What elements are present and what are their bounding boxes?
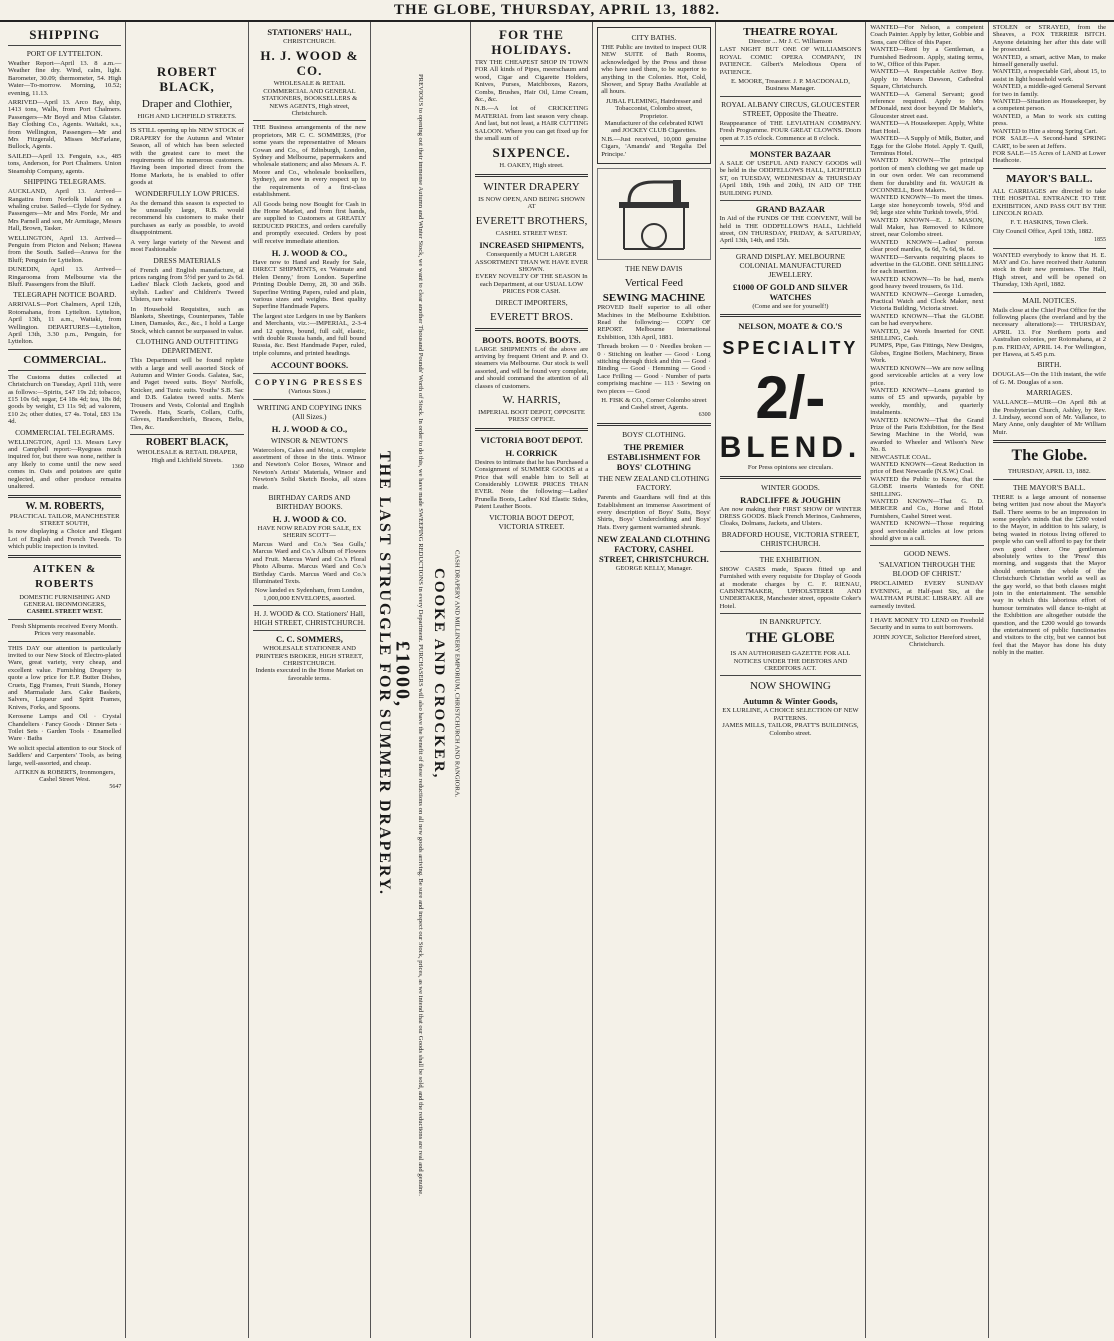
monster-text: A SALE OF USEFUL AND FANCY GOODS will be held in the ODDFELLOWS HALL, LICHFIELD ST, on TUESDAY, WEDNESDAY & THURSDAY (April 18th, 19th and 20th), IN AID OF THE BUILDING FUND.: [719, 160, 862, 197]
wood-name-2: H. J. WOOD & CO.,: [271, 247, 348, 258]
theatre-sub: Director ... Mr J. C. Williamson: [748, 38, 833, 45]
winter-drapery: WINTER DRAPERY: [483, 180, 580, 193]
circus-text: Reappearance of THE LEVIATHAN COMPANY. Fresh Programme. FOUR GREAT CLOWNS. Doors open at 7.15 o'clock. Commence at 8 o'clock.: [719, 119, 862, 142]
wanted-advert: WANTED KNOWN—Ladies' porous clear proof mantles, 6s 6d, 7s 6d, 9s 6d.: [870, 238, 984, 254]
boots-text: LARGE SHIPMENTS of the above are arriving by frequent Orient and P. and O. steamers via Melbourne. Our stock is well assorted, and will be found very complete, and should command the attention of all classes of customers.: [474, 345, 589, 390]
roberts-title: W. M. ROBERTS,: [25, 500, 104, 512]
good-news: GOOD NEWS.: [903, 549, 951, 559]
wood-sub: WHOLESALE & RETAIL COMMERCIAL AND GENERAL STATIONERS, BOOKSELLERS & NEWS AGENTS, High street, Christchurch.: [261, 80, 358, 118]
commercial-telegrams-text: WELLINGTON, April 13. Messrs Levy and Campbell report:—Ryegrass much inquired for, but there was none, neither is any likely to come until the new seed comes in. Oats and potatoes are quite neglected, and other produce remains unaltered.: [8, 438, 122, 491]
sommers-foot: Indents executed in the Home Market on favorable terms.: [255, 667, 364, 682]
vertical-title: THE LAST STRUGGLE FOR SUMMER DRAPERY.: [375, 451, 393, 897]
shipping-title: SHIPPING: [29, 27, 101, 42]
holidays-text-2: N.B.—A lot of CRICKETING MATERIAL from last season very cheap. And last, but not least, a HAIR CUTTING SALOON. Where you can get fixed up for the small sum of: [474, 105, 589, 143]
black-dress: DRESS MATERIALS: [153, 255, 221, 265]
theatre-managers: E. MOORE, Treasurer. J. P. MACDONALD, Business Manager.: [730, 78, 850, 93]
globe-gazette: THE GLOBE: [746, 630, 835, 647]
lurline: EX LURLINE, A CHOICE SELECTION OF NEW PATTERNS.: [722, 707, 859, 722]
sewing-big: SEWING MACHINE: [602, 292, 706, 305]
fisk: H. FISK & CO., Corner Colombo street and Cashel street, Agents.: [601, 396, 707, 412]
sewing-text: PROVED Itself superior to all other Machines in the Melbourne Exhibition. Read the following:— COPY OF REPORT. Melbourne International Exhibition, 13th April, 1881.: [597, 304, 711, 341]
black-subtitle: Draper and Clothier,: [141, 98, 233, 110]
classified-advert: WANTED, a Man to work six cutting press.: [992, 112, 1106, 128]
monster-bazaar: MONSTER BAZAAR: [749, 149, 831, 160]
aitken-street: CASHEL STREET WEST.: [26, 608, 103, 616]
sewing-machine-illustration: [597, 168, 710, 260]
black-text-2: As the demand this season is expected to be unusually large, R.B. would recommend his customers to make their purchases as early as possible, to avoid disappointment.: [130, 199, 244, 237]
column-robert-black: [126, 22, 248, 1338]
port-title: PORT OF LYTTELTON.: [26, 49, 103, 58]
birth-title: BIRTH.: [1037, 360, 1062, 370]
bradford: BRADFORD HOUSE, VICTORIA STREET, CHRISTCHURCH.: [721, 529, 860, 548]
wood-account-books: ACCOUNT BOOKS.: [270, 360, 349, 371]
aitken-title: AITKEN & ROBERTS: [33, 562, 97, 590]
classified-advert: WANTED, a smart, active Man, to make himself generally useful.: [992, 53, 1106, 69]
aitken-footer: We solicit special attention to our Stock of Saddlers' and Carpenters' Tools, as being large, well-assorted, and cheap.: [8, 744, 122, 767]
arrived-list: ARRIVED—April 13. Arco Bay, ship, 1413 tons, Walls, from Port Chalmers. Passengers—Mr Boyd and Miss Glaister. Bay Clothing Co., Agents. Waitaki, s.s., from Wellington, Passengers—Mr and Mrs Fitzgerald, Misses McFarlane, Bullock, Agents.: [8, 99, 122, 151]
corrick-text: Desires to intimate that he has Purchased a Consignment of SUMMER GOODS at a Price that will enable him to Sell at Considerably LOWER PRICES THAN EVER. Note the following:—Ladies' Prunella Boots, Ladies' Kid Elastic Sides, Patent Leather Boots.: [474, 458, 589, 511]
wanted-advert: WANTED the Public to Know, that the GLOBE inserts Wanteds for ONE SHILLING.: [870, 475, 984, 498]
wanted-advert: WANTED KNOWN—That the GLOBE can be had everywhere.: [870, 312, 984, 328]
classified-advert: WANTED, a respectable Girl, about 15, to assist in light household work.: [992, 68, 1106, 83]
sixpence: SIXPENCE.: [492, 145, 571, 161]
mayors-ball-title: MAYOR'S BALL.: [1006, 172, 1093, 185]
sewing-title: THE NEW DAVIS: [625, 264, 683, 274]
roberts-subtitle: PRACTICAL TAILOR, MANCHESTER STREET SOUTH,: [9, 512, 120, 527]
black-wonder: WONDERFULLY LOW PRICES.: [135, 188, 240, 198]
black-clothing: CLOTHING AND OUTFITTING DEPARTMENT.: [135, 337, 239, 356]
sewing-machine-icon: [609, 174, 699, 254]
wood-easter: HAVE NOW READY FOR SALE, EX SHERIN SCOTT—: [257, 525, 362, 540]
wood-hall: STATIONERS' HALL,: [267, 27, 352, 37]
gold-sub: (Come and see for yourself!): [752, 302, 829, 310]
black-name: ROBERT BLACK,: [156, 64, 218, 94]
oakey: H. OAKEY, High street.: [499, 162, 564, 170]
classified-advert: WANTED to Hire a strong Spring Cart.: [992, 127, 1098, 135]
everett-brothers: EVERETT BROTHERS,: [475, 214, 588, 227]
premier: THE PREMIER ESTABLISHMENT FOR BOYS' CLOTHING: [607, 442, 701, 473]
marriage-title: MARRIAGES.: [1026, 388, 1073, 398]
wood-text-5: Watercolors, Cakes and Moist, a complete assortment of those in the tints. Winsor and Newton's Color Boxes, Winsor and Newton's Artists' Materials, Winsor and Newton's Solid Sketch Books, all sizes made.: [252, 446, 367, 491]
victoria-footer: VICTORIA BOOT DEPOT, VICTORIA STREET.: [489, 512, 574, 531]
wood-city: CHRISTCHURCH.: [283, 38, 336, 45]
blend: BLEND.: [719, 431, 862, 465]
wood-name-5: H. J. WOOD & CO. Stationers' Hall, HIGH STREET, CHRISTCHURCH.: [253, 609, 365, 628]
masthead: THE GLOBE, THURSDAY, APRIL 13, 1882.: [0, 0, 1114, 22]
joyce: JOHN JOYCE, Solicitor Hereford street, Christchurch.: [872, 633, 981, 649]
vertical-advert: [375, 24, 466, 1324]
black-foot-sub: WHOLESALE & RETAIL DRAPER, High and Lichfield Streets.: [136, 449, 238, 464]
city-baths-title: CITY BATHS.: [631, 33, 677, 42]
nzcf-footer: NEW ZEALAND CLOTHING FACTORY, CASHEL STREET, CHRISTCHURCH.: [597, 534, 711, 565]
wanted-advert: WANTED KNOWN—Those requiring good serviceable articles at low prices should give us a call.: [870, 520, 984, 543]
black-text-6: This Department will be found replete with a large and well assorted Stock of Autumn and Winter Goods. Galatea, Sac, and Paget tweed suits. Boys' Norfolk, Knicker, and Tunic suits. Youths' S.B. Sac and D.B. Galatea tweed suits. Men's Trousers and Vests, Colonial and English Tweeds. Hats, Scarfs, Collars, Cuffs, Gloves, Handkerchiefs, Braces, Belts, Ties, &c.: [130, 357, 244, 431]
salvation-text: PROCLAIMED EVERY SUNDAY EVENING, at Half-past Six, at the WALTHAM PUBLIC LIBRARY. All are earnestly invited.: [870, 580, 984, 610]
wood-winsor: WINSOR & NEWTON'S: [270, 435, 348, 445]
council-number: 1855: [1094, 237, 1106, 244]
gold-watches: £1000 OF GOLD AND SILVER WATCHES: [732, 281, 848, 302]
mills: JAMES MILLS, TAILOR, PRATT'S BUILDINGS, Colombo street.: [722, 722, 859, 737]
winter-sub: IS NOW OPEN, AND BEING SHOWN AT: [478, 195, 585, 211]
globe-gazette-sub: IS AN AUTHORISED GAZETTE FOR ALL NOTICES UNDER THE DEBTORS AND CREDITORS ACT.: [730, 650, 851, 672]
wood-name-4: H. J. WOOD & CO.: [272, 514, 347, 525]
harris-sub: IMPERIAL BOOT DEPOT, OPPOSITE 'PRESS' OFFICE.: [478, 408, 585, 424]
wood-envelopes: Now landed ex Sydenham, from London, 1,000,000 ENVELOPES, assorted.: [254, 587, 365, 602]
aitken-subtitle: DOMESTIC FURNISHING AND GENERAL IRONMONGERS,: [19, 593, 111, 608]
wood-writing: WRITING AND COPYING INKS (All Sizes.): [257, 402, 362, 421]
notice-board-title: TELEGRAPH NOTICE BOARD.: [13, 290, 117, 300]
column-wood: [249, 22, 371, 1338]
black-foot-name: ROBERT BLACK,: [145, 437, 229, 449]
exhibition-text: SHOW CASES made, Spaces fitted up and Furnished with every requisite for Display of Goods at moderate charges by C. F. RIENAU, CABINETMAKER, UPHOLSTERER AND UNDERTAKER, Manchester street, opposite Coker's Hotel.: [719, 565, 862, 610]
wanted-advert: WANTED KNOWN—Loans granted to sums of £5 and upwards, payable by weekly, monthly, and quarterly instalments.: [870, 386, 984, 417]
increased-sub: Consequently a MUCH LARGER ASSORTMENT THAN WE HAVE EVER SHOWN.: [474, 251, 589, 273]
classified-advert: FOR SALE—15 Acres of LAND at Lower Heathcote.: [992, 149, 1106, 165]
everett-street: CASHEL STREET WEST.: [495, 229, 568, 237]
aitken-text: THIS DAY our attention is particularly invited to our New Stock of Electro-plated Ware, great variety, very cheap, and excellent value. Furnishing Drapery to quote a low price for E.P. Butter Dishes, Cruets, Egg Frames, Fruit Stands, Honey and Marmalade Jars. Cake Baskets, Salvers, Liqueur and Spirit Frames, Knives, Forks, and Spoons.: [8, 644, 122, 711]
telegrams-wellington: WELLINGTON, April 13. Arrived—Penguin from Picton and Nelson; Hawea from the South. Sailed—Arawa for the Bluff; Penguin for Lyttelton.: [8, 234, 122, 264]
wanted-advert: WANTED—For Nelson, a competent Coach Painter. Apply by letter, Gobbie and Sons, care Office of this Paper.: [870, 24, 984, 46]
wanted-advert: WANTED KNOWN—We are now selling good serviceable articles at a very low price.: [870, 364, 984, 387]
commercial-telegrams-title: COMMERCIAL TELEGRAMS.: [15, 427, 115, 437]
telegrams-dunedin: DUNEDIN, April 13. Arrived—Ringarooma from Melbourne via the Bluff. Passengers from the Bluff.: [8, 266, 122, 288]
radcliffe: RADCLIFFE & JOUGHIN: [740, 494, 841, 505]
wood-name-3: H. J. WOOD & CO.,: [271, 423, 348, 434]
wood-text-4: The largest size Ledgers in use by Bankers and Merchants, viz.:—IMPERIAL, 2-3-4 and 12 quires, bound, full calf, elastic, with double Russia bands, and full bound Russia, &c. Best Handmade Paper, ruled, triple columns, and printed headings.: [252, 312, 367, 357]
black-text-4: of French and English manufacture, at prices ranging from 5½d per yard to 2s 6d. Ladies' Black Cloth Jackets, good and stylish. Ladies' and Children's Tweed Ulsters, rare value.: [130, 266, 244, 304]
mail-text: Mails close at the Chief Post Office for the following places (the overland and by the necessary alterations):— THURSDAY, APRIL 13. For Northern ports and Australian colonies, per Rotomahana, at 2 p.m. FRIDAY, APRIL 14. For Wellington, per Hawea, at 5.45 p.m.: [992, 306, 1106, 359]
column-cooke-crocker: [371, 22, 471, 1338]
classified-advert: WANTED, a middle-aged General Servant for two in family.: [992, 83, 1106, 98]
wood-birthday: BIRTHDAY CARDS AND BIRTHDAY BOOKS.: [268, 493, 351, 512]
fleming-sub: Manufacturer of the celebrated KIWI and JOCKEY CLUB Cigarettes.: [604, 120, 704, 135]
vertical-firm: COOKE AND CROCKER,: [431, 568, 448, 780]
commercial-title: COMMERCIAL.: [23, 353, 107, 366]
circus-title: ROYAL ALBANY CIRCUS, GLOUCESTER STREET, Opposite the Theatre.: [721, 99, 860, 118]
wood-copying-sub: (Various Sizes.): [288, 388, 331, 396]
novelty: EVERY NOVELTY OF THE SEASON In each Department, at our USUAL LOW PRICES FOR CASH.: [475, 273, 588, 296]
speciality: SPECIALITY: [722, 338, 859, 359]
mayors-ball-text: ALL CARRIAGES are directed to take THE HOSPITAL ENTRANCE TO THE EXHIBITION, AND PASS OUT BY THE LINCOLN ROAD.: [992, 187, 1106, 217]
radcliffe-text: Are now making their FIRST SHOW OF WINTER DRESS GOODS. Black French Merinos, Cashmeres, Cloaks, Dolmans, Jackets, and Ulsters.: [719, 505, 862, 528]
grand-text: In Aid of the FUNDS OF THE CONVENT, Will be held in THE ODDFELLOW'S HALL, Lichfield street, ON THURSDAY, FRIDAY, & SATURDAY, April 13th, 14th, and 15th.: [719, 215, 862, 245]
wanted-advert: WANTED—A General Servant; good reference required. Apply to Mrs M'Donald, next door beyond Dr Mahler's, Gloucester street east.: [870, 90, 984, 120]
black-text-5: In Household Requisites, such as Blankets, Sheetings, Counterpanes, Table Linen, Damasks, &c., &c., I hold a Large Stock, which cannot be surpassed in value.: [130, 305, 244, 335]
mail-title: MAIL NOTICES.: [1022, 295, 1077, 305]
telegrams-title: SHIPPING TELEGRAMS.: [23, 177, 106, 187]
fleming-nb: N.B.—Just received, 10,000 genuine Cigars, 'Amanda' and 'Regalia Del Principe.': [601, 135, 707, 158]
wood-text-6: Marcus Ward and Co.'s 'Sea Gulls,' Marcus Ward and Co.'s Album of Flowers and Fruit. Marcus Ward and Co.'s Floral Photo Albums. Marcus Ward and Co.'s Birthday Cards. Marcus Ward and Co.'s Illuminated Texts.: [252, 540, 367, 585]
notice-board-text: ARRIVALS—Port Chalmers, April 12th, Rotomahana, from Lyttelton. Lyttelton, April 13th, 11 a.m., Waitaki, from Wellington. DEPARTURES—Lyttelton, April 13th, 3.30 p.m., Penguin, for Lyttelton.: [8, 301, 122, 346]
fleming: JUBAL FLEMING, Hairdresser and Tobacconist, Colombo street, Proprietor.: [605, 97, 702, 120]
blend-sub: For Press opinions see circulars.: [747, 464, 833, 472]
city-baths-box: [597, 27, 710, 164]
telegrams-auckland: AUCKLAND, April 13. Arrived—Rangatira from Norfolk Island on a whaling cruise. Sailed—Clyde for Sydney. Passengers—Mr and Mrs Forde, Mr and Mrs Parnell and son, Mr Armitage, Messrs Hall, Brown, Tasker.: [8, 188, 122, 233]
wood-name: H. J. WOOD & CO.: [260, 48, 359, 79]
classified-advert: FOR SALE—A Second-hand SPRING CART, to be seen at Jeffers.: [992, 135, 1106, 150]
grand-display: GRAND DISPLAY. MELBOURNE COLONIAL MANUFACTURED JEWELLERY.: [735, 251, 845, 279]
council-office: City Council Office, April 13th, 1882.: [992, 227, 1094, 235]
nzcf-text: Parents and Guardians will find at this Establishment an immense Assortment of every description of Boys' Suits, Boys' Shirts, Boys' Underclothing and Boys' Hats. Every garment warranted shrunk.: [597, 494, 711, 531]
nzcf-title: THE NEW ZEALAND CLOTHING FACTORY.: [598, 474, 710, 493]
grand-bazaar: GRAND BAZAAR: [755, 204, 825, 215]
corrick: H. CORRICK: [505, 447, 558, 458]
wanted-advert: PUMPS, Pipe, Gas Fittings, New Designs, Globes, Engine Boilers, Machinery, Brass Work.: [870, 342, 984, 365]
now-showing: NOW SHOWING: [750, 680, 831, 693]
wanted-advert: WANTED KNOWN—George Lumsden, Practical Watch and Clock Maker, next Victoria Building, Victoria street.: [870, 290, 984, 313]
wanted-advert: WANTED KNOWN—The principal portion of men's clothing we get made up in our own order. We can recommend them for durability and fit. WAUGH & O'CONNELL, Boot Makers.: [870, 157, 984, 194]
wanted-advert: WANTED KNOWN—Great Reduction in price of Best Newcastle (N.S.W.) Coal.: [870, 460, 984, 476]
vertical-text: PREVIOUS to opening out their immense Autumn and Winter Stock, we want to clear another Thousand Pounds' Worth of Stock. In order to do this, we have made SWEEPING REDUCTIONS in every Department. PURCHASERS will also have the benefit of these reductions on all new goods arriving. Be sure and inspect our Stock, prices, as we intend that our Goods shall be sold, and the reductions are real and genuine.: [417, 74, 425, 1196]
wood-text-3: Have now to Hand and Ready for Sale, DIRECT SHIPMENTS, ex 'Waimate and Helen Denny,' from London. Superfine Printing Double Demy, 28, 30 and 36lb. Superfine Writing Papers, ruled and plain, various sizes and weights. Best quality Superfine Handmade Papers.: [252, 258, 367, 311]
sewing-table: Threads broken — 0 · Needles broken — 0 · Stitching on leather — Good · Long stitching through thick and thin — Good · Binding — Good · Hemming — Good · Lace Frilling — Good · Number of parts comprising machine — 113 · Sewing on two pieces — Good: [597, 343, 711, 395]
wanted-advert: WANTED KNOWN—To meet the times. Large size honeycomb towels, 9½d and 9d; large size white Turkish towels, 9½d.: [870, 194, 984, 217]
wanted-advert: WANTED KNOWN—To be had, men's good heavy tweed trousers, 6s 11d.: [870, 275, 984, 291]
aitken-list: Kerosene Lamps and Oil · Crystal Chandeliers · Fancy Goods · Dinner Sets · Toilet Sets · Garden Tools · Enamelled Ware · Baths: [8, 713, 122, 743]
theatre-text: LAST NIGHT BUT ONE OF WILLIAMSON'S ROYAL COMIC OPERA COMPANY, IN PATIENCE. Gilbert's Melodious Opera of PATIENCE.: [719, 46, 862, 76]
column-shipping: [4, 22, 126, 1338]
haskins: F. T. HASKINS, Town Clerk.: [1010, 219, 1089, 227]
harris: W. HARRIS,: [502, 393, 561, 406]
winter-goods: WINTER GOODS.: [761, 482, 820, 492]
victoria-title: VICTORIA BOOT DEPOT.: [480, 434, 583, 445]
money-to-lend: I HAVE MONEY TO LEND on Freehold Security and in sums to suit borrowers.: [870, 617, 984, 632]
boots-title: BOOTS. BOOTS. BOOTS.: [482, 334, 581, 345]
column-wanteds: [866, 22, 988, 1338]
wanted-advert: WANTED, 24 Words Inserted for ONE SHILLING, Cash.: [870, 327, 984, 343]
editorial-text: THERE is a large amount of nonsense being written just now about the Mayor's Ball. There seems to be an impression in some people's minds that the £200 voted to the Mayor, in addition to his salary, is being wasted in riotous living offered to people who can well afford to pay for their own good cheer. One gentleman absolutely writes to the 'Press' this morning, and suggests that the Mayor should entertain the whole of the Christchurch Christian world as well as the gay world, so that both classes might join in the entertainment. The sensible way in which this laborious effort of humour terminates will dance to-night at the Exhibition are altogether outside the question, and the £200 would go towards the entertainment of public functionaries and visitors to the city, but we cannot but feel that the Mayor has done his duty nobly in the matter.: [992, 493, 1106, 657]
classified-advert: WANTED—Situation as Housekeeper, by a competent person.: [992, 98, 1106, 113]
wood-copying: COPYING PRESSES: [254, 377, 364, 388]
column-theatre: [716, 22, 867, 1338]
wanted-advert: WANTED—Servants requiring places to advertise in the GLOBE. ONE SHILLING for each insertion.: [870, 253, 984, 276]
holidays-text-1: TRY THE CHEAPEST SHOP IN TOWN FOR All kinds of Pipes, meerschaum and wood, Cigar and Cigarette Holders, Knives, Purses, Matchboxes, Razors, Combs, Brushes, Hair Oil, Lime Cream, &c., &c.: [474, 59, 589, 104]
wood-text-2: All Goods being now Bought for Cash in the Home Market, and from first hands, are supplied to Customers at GREATLY REDUCED PRICES, and orders carefully and promptly executed. Orders by post will receive immediate attention.: [252, 200, 367, 245]
black-text-1: IS STILL opening up his NEW STOCK of DRAPERY for the Autumn and Winter Season, all of which has been selected with the greatest care to meet the requirements of his numerous customers. Having been imported direct from the Home Markets, he is enabled to offer goods at: [130, 127, 244, 187]
wanted-advert: NEWCASTLE COAL.: [870, 453, 932, 461]
city-baths-text: THE Public are invited to inspect OUR NEW SUITE of Bath Rooms, acknowledged by the Press and those who have used them, to be superior to anything in the Colonies. Hot, Cold, Shower, and Spray Baths Available at all hours.: [601, 44, 707, 96]
aitken-number: 5647: [109, 783, 122, 790]
may-wanted: WANTED everybody to know that H. E. MAY and Co. have received their Autumn stock in their new premises. The Hall, High street, and will be opened on Thursday, 13th April, 1882.: [992, 251, 1106, 289]
fisk-number: 6300: [698, 411, 711, 418]
black-address: HIGH AND LICHFIELD STREETS.: [137, 113, 237, 120]
kelly: GEORGE KELLY, Manager.: [615, 565, 693, 573]
sailed-list: SAILED—April 13. Fenguin, s.s., 485 tons, Anderson, for Port Chalmers. Union Steamship Company, agents.: [8, 152, 122, 175]
exhibition-title: THE EXHIBITION.: [759, 554, 822, 564]
wanted-advert: WANTED—Rent by a Gentleman, a Furnished Bedroom. Apply, stating terms, to W., Office of this Paper.: [870, 46, 984, 69]
birth-text: DOUGLAS—On the 11th instant, the wife of G. M. Douglas of a son.: [992, 371, 1106, 386]
vertical-amount: £1000,: [391, 640, 414, 708]
direct-importers: DIRECT IMPORTERS,: [495, 297, 568, 307]
vertical-firm-sub: CASH DRAPERY AND MILLINERY EMPORIUM, CHRISTCHURCH AND RANGIORA.: [453, 550, 461, 798]
wood-text-1: THE Business arrangements of the new proprietors, MR C. C. SOMMERS, (For some years the representative of Messrs Cowan and Co., of Edinburgh, London, Sydney and Melbourne, papermakers and wholesale stationers; and also Messrs A. F. Moore and Co., wholesale booksellers, Sydney), are now in every respect up to the requirements of a first-class establishment.: [252, 124, 367, 199]
autumn-goods: Autumn & Winter Goods,: [743, 696, 838, 707]
increased-shipments: INCREASED SHIPMENTS,: [479, 240, 584, 251]
wanted-advert: WANTED KNOWN—E. J. MASON, Wall Maker, has Removed to Kilmore street, near Colombo street.: [870, 216, 984, 239]
wanted-list: [870, 24, 983, 542]
commercial-text: The Customs duties collected at Christchurch on Tuesday, April 11th, were as follows:—Spirits, £47 19s 2d; tobacco, £15 10s 6d; sugar, £4 18s 4d; tea, 18s 8d; goods by weight, £3 11s 9d; ad valorem, £10 2s; other duties, £7 4s. Total, £83 13s 4d.: [8, 373, 122, 426]
sommers-name: C. C. SOMMERS,: [276, 634, 343, 645]
classified-advert: STOLEN or STRAYED, from the Sheaves, a FOX TERRIER BITCH. Anyone detaining her after this date will be prosecuted.: [992, 24, 1106, 54]
marriage-text: VALLANCE—MUIR—On April 8th at the Presbyterian Church, Ashley, by Rev. J. Lindsay, second son of Mr. Vallance, to Mary Anne, only daughter of Mr William Muir.: [992, 399, 1106, 436]
sommers-sub: WHOLESALE STATIONER AND PRINTER'S BROKER, HIGH STREET, CHRISTCHURCH.: [255, 645, 364, 667]
boys-clothing: BOYS' CLOTHING.: [622, 430, 686, 440]
two-shilling: 2/-: [755, 364, 826, 432]
column-holidays: [471, 22, 593, 1338]
bankruptcy: IN BANKRUPTCY.: [759, 617, 822, 627]
weather-report: Weather Report—April 13. 8 a.m.—Weather fine dry. Wind, calm, light. Barometer, 30.09; thermometer, 54. High Water—To-morrow. Morning, 10.52; evening, 11.13.: [8, 60, 122, 97]
aitken-fresh: Fresh Shipments received Every Month. Prices very reasonable.: [11, 622, 118, 638]
sewing-sub: Vertical Feed: [624, 277, 684, 290]
globe-date: THURSDAY, APRIL 13, 1882.: [1008, 468, 1091, 476]
classified-list: [993, 24, 1106, 165]
wanted-advert: WANTED—A Supply of Milk, Butter, and Eggs for the Globe Hotel. Apply T. Quill, Terminus Hotel.: [870, 135, 984, 157]
aitken-sign: AITKEN & ROBERTS, Ironmongers, Cashel Street West.: [14, 769, 116, 784]
wanted-advert: WANTED KNOWN—That G. D. MERCER and Co., Horse and Hotel Furnishers, Cashel Street west.: [870, 498, 984, 520]
theatre-title: THEATRE ROYAL: [743, 26, 838, 38]
nelson-moate: NELSON, MOATE & CO.'S: [738, 321, 843, 332]
holidays-title: FOR THE HOLIDAYS.: [491, 27, 572, 57]
globe-title: The Globe.: [1011, 447, 1088, 465]
black-text-3: A very large variety of the Newest and most Fashionable: [130, 238, 244, 254]
black-foot-number: 1360: [231, 464, 244, 471]
column-editorial: [989, 22, 1110, 1338]
roberts-text: Is now displaying a Choice and Elegant Lot of English and French Tweeds. To which public inspection is invited.: [8, 528, 122, 551]
wanted-advert: WANTED—A Respectable Active Boy. Apply to Messrs Dawson, Cathedral Square, Christchurch.: [870, 68, 984, 91]
wanted-advert: WANTED—A Housekeeper. Apply, White Hart Hotel.: [870, 120, 984, 135]
everett-bros: EVERETT BROS.: [490, 310, 573, 323]
editorial-title: THE MAYOR'S BALL.: [1013, 482, 1086, 492]
column-baths-sewing: [593, 22, 715, 1338]
wanted-advert: WANTED KNOWN—That the Grand Prize of the Paris Exhibition, for the Best Sewing Machine in the World, was awarded to Wheeler and Wilson's New No. 8.: [870, 416, 984, 454]
salvation: 'SALVATION THROUGH THE BLOOD OF CHRIST.': [878, 560, 976, 579]
